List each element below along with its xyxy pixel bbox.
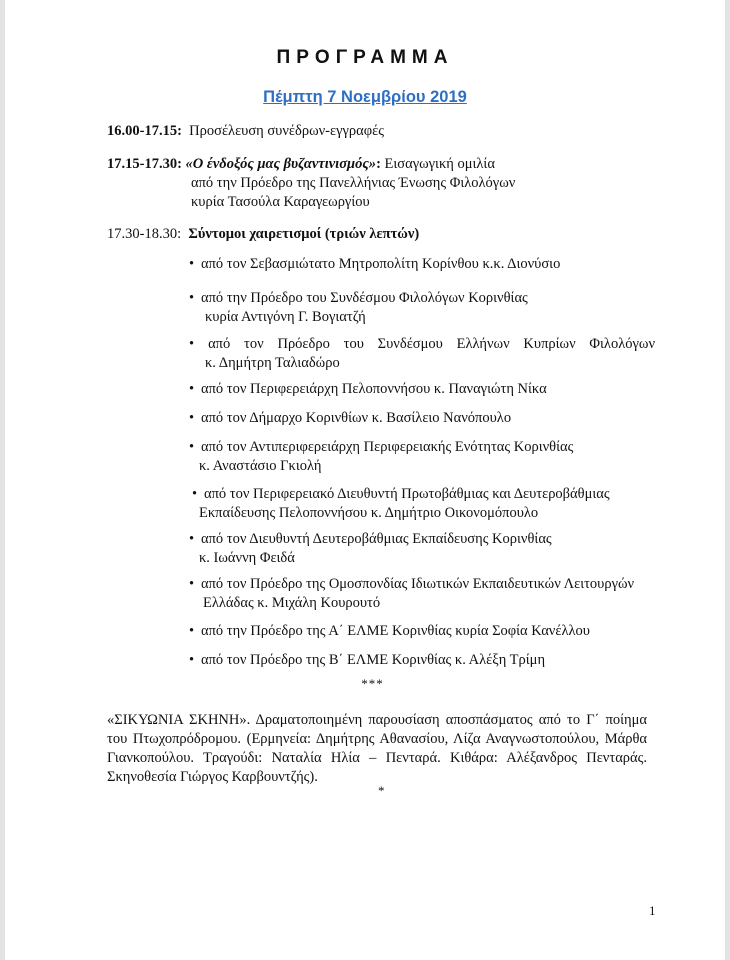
schedule-item-arrival (107, 122, 384, 141)
greeting-item: • από τον Διευθυντή Δευτεροβάθμιας Εκπαίδευσης Κορινθίας κ. Ιωάννη Φειδά (189, 531, 552, 566)
greeting-item: • από τον Περιφερειάρχη Πελοποννήσου κ. Παναγιώτη Νίκα (189, 381, 547, 397)
time-slot: 16.00-17.15: (107, 123, 182, 139)
bullet-icon: • (192, 486, 198, 502)
bullet-icon: • (189, 410, 195, 426)
greeting-item: • από τον Δήμαρχο Κορινθίων κ. Βασίλειο Νανόπουλο (189, 410, 512, 426)
schedule-item-greetings (107, 225, 419, 244)
page-edge-right (725, 0, 730, 960)
bullet-icon: • (189, 652, 195, 668)
section-separator: *** (361, 676, 384, 691)
talk-title: «Ο ένδοξός μας βυζαντινισμός» (185, 156, 377, 172)
greeting-item: • από τον Πρόεδρο της Ομοσπονδίας Ιδιωτικών Εκπαιδευτικών Λειτουργών Ελλάδας κ. Μιχάλη Κουρουτό (189, 576, 635, 611)
bullet-icon: • (189, 381, 195, 397)
bullet-icon: • (189, 531, 195, 547)
schedule-item-opening-talk: 17.15-17.30: «Ο ένδοξός μας βυζαντινισμός»: Εισαγωγική ομιλία (107, 156, 495, 172)
schedule-text: Εισαγωγική ομιλία (380, 156, 495, 172)
bullet-icon: • (189, 576, 195, 592)
greeting-item: • από τον Πρόεδρο της Β΄ ΕΛΜΕ Κορινθίας κ. Αλέξη Τρίμη (189, 652, 546, 668)
time-slot: 17.15-17.30: (107, 156, 182, 172)
performance-paragraph: «ΣΙΚΥΩΝΙΑ ΣΚΗΝΗ». Δραματοποιημένη παρουσίαση αποσπάσματος από το Γ΄ ποίημα του Πτωχοπρόδρομου. (Ερμηνεία: Δημήτρης Αθανασίου, Λίζα Αναγνωστοπούλου, Μάρθα Γιανκοπούλου. Τραγούδι: Ναταλία Ηλία – Πενταρά. Κιθάρα: Αλέξανδρος Πενταράς. Σκηνοθεσία Γιώργος Καρβουντζής). (107, 712, 647, 785)
page-edge-left (0, 0, 5, 960)
greeting-item: • από την Πρόεδρο του Συνδέσμου Φιλολόγων Κορινθίας κυρία Αντιγόνη Γ. Βογιατζή (189, 290, 528, 325)
bullet-icon: • (189, 290, 195, 306)
bullet-icon: • (189, 439, 195, 455)
bullet-icon: • (189, 623, 195, 639)
greeting-item: • από τον Σεβασμιώτατο Μητροπολίτη Κορίνθου κ.κ. Διονύσιο (189, 256, 561, 272)
greeting-item: • από την Πρόεδρο της Α΄ ΕΛΜΕ Κορινθίας κυρία Σοφία Κανέλλου (189, 623, 590, 639)
time-slot: 17.30-18.30: (107, 226, 182, 242)
section-heading: Σύντομοι χαιρετισμοί (τριών λεπτών) (188, 226, 420, 242)
greeting-item: • από τον Πρόεδρο του Συνδέσμου Ελλήνων Κυπρίων Φιλολόγων κ. Δημήτρη Ταλιαδώρο (189, 336, 655, 371)
date-heading: Πέμπτη 7 Νοεμβρίου 2019 (263, 88, 467, 106)
schedule-text-line3: κυρία Τασούλα Καραγεωργίου (191, 194, 370, 210)
greeting-item: • από τον Αντιπεριφερειάρχη Περιφερειακής Ενότητας Κορινθίας κ. Αναστάσιο Γκιολή (189, 439, 574, 474)
schedule-text-line2: από την Πρόεδρο της Πανελλήνιας Ένωσης Φιλολόγων (191, 175, 516, 191)
bullet-icon: • (189, 256, 195, 272)
page-number: 1 (649, 903, 656, 918)
bullet-icon: • (189, 336, 195, 352)
document-title: ΠΡΟΓΡΑΜΜΑ (276, 47, 454, 68)
greeting-item: • από τον Περιφερειακό Διευθυντή Πρωτοβάθμιας και Δευτεροβάθμιας Εκπαίδευσης Πελοποννήσου κ. Δημήτριο Οικονομόπουλο (192, 486, 610, 521)
schedule-text: Προσέλευση συνέδρων-εγγραφές (189, 123, 384, 139)
end-mark: * (378, 783, 385, 798)
